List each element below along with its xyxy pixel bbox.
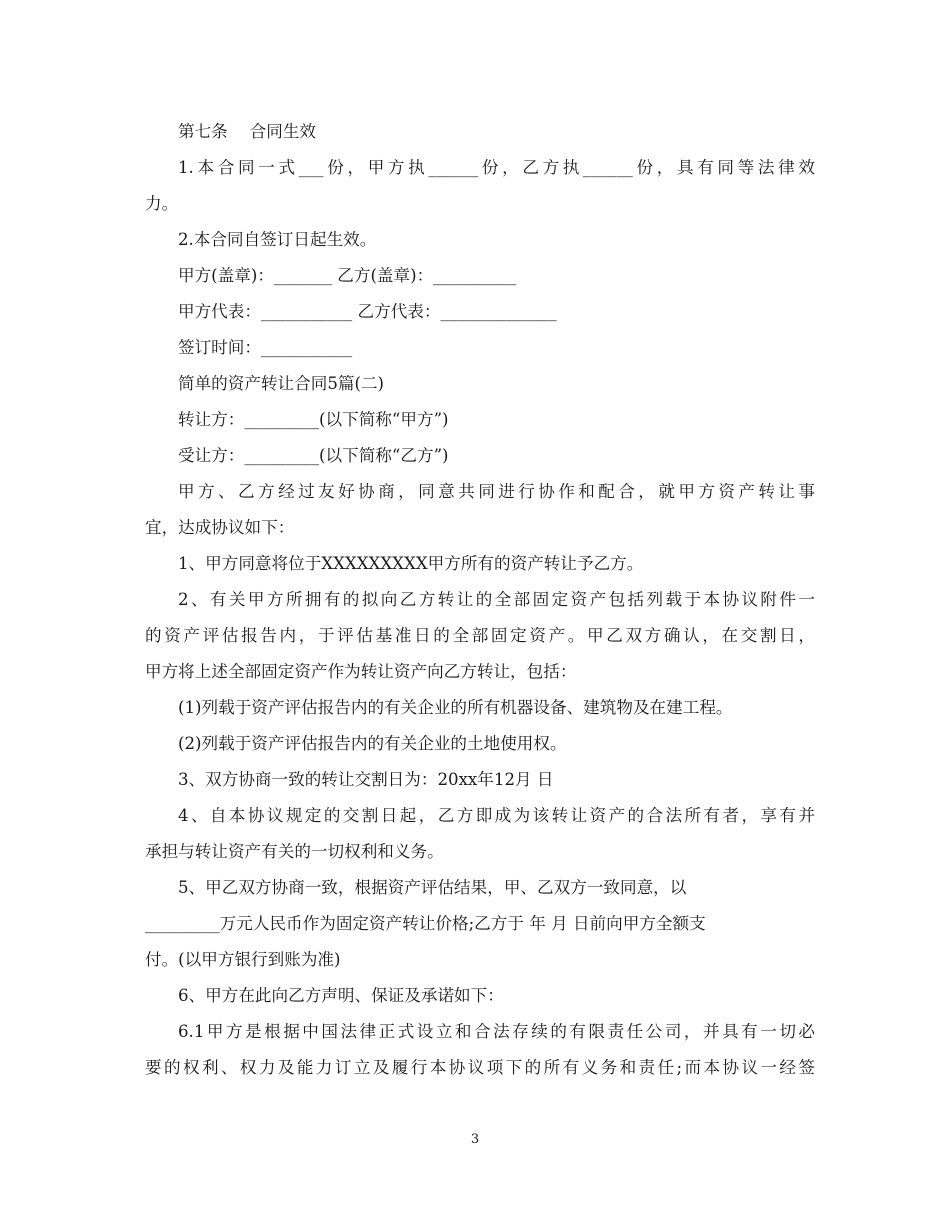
party-line: 转让方：_________(以下简称“甲方”) [178,410,449,429]
clause-line: 4、自本协议规定的交割日起，乙方即成为该转让资产的合法所有者，享有并 [178,806,815,825]
party-line: 受让方：_________(以下简称“乙方”) [178,446,449,465]
signature-line: 签订时间：___________ [178,338,353,357]
paragraph-line: 2.本合同自签订日起生效。 [178,230,377,249]
clause-line: 6、甲方在此向乙方声明、保证及承诺如下： [178,986,504,1005]
clause-line: (2)列载于资产评估报告内的有关企业的土地使用权。 [178,734,567,753]
signature-line: 甲方代表：___________ 乙方代表：______________ [178,302,557,321]
clause-line: (1)列载于资产评估报告内的有关企业的所有机器设备、建筑物及在建工程。 [178,698,733,717]
paragraph-line: 1.本合同一式___份，甲方执______份，乙方执______份，具有同等法律效 [178,158,815,177]
paragraph-line: 宜，达成协议如下： [145,518,295,537]
contract-title: 简单的资产转让合同5篇(二) [178,374,385,393]
clause-line: 甲方将上述全部固定资产作为转让资产向乙方转让，包括： [145,662,577,681]
clause-line: 5、甲乙双方协商一致，根据资产评估结果，甲、乙双方一致同意，以 [178,878,687,897]
clause-line: _________万元人民币作为固定资产转让价格;乙方于 年 月 日前向甲方全额支 [145,914,706,933]
clause-line: 的资产评估报告内，于评估基准日的全部固定资产。甲乙双方确认，在交割日， [145,626,815,645]
document-body [145,114,815,1086]
paragraph-line: 甲方、乙方经过友好协商，同意共同进行协作和配合，就甲方资产转让事 [178,482,815,501]
clause-line: 6.1甲方是根据中国法律正式设立和合法存续的有限责任公司，并具有一切必 [178,1022,815,1041]
clause-line: 1、甲方同意将位于XXXXXXXXX甲方所有的资产转让予乙方。 [178,554,644,573]
page-number: 3 [470,1132,480,1147]
clause-line: 承担与转让资产有关的一切权利和义务。 [145,842,444,861]
section-heading: 第七条 合同生效 [178,122,317,141]
signature-line: 甲方(盖章)：_______ 乙方(盖章)：__________ [178,266,517,285]
clause-line: 3、双方协商一致的转让交割日为：20xx年12月 日 [178,770,554,789]
clause-line: 要的权利、权力及能力订立及履行本协议项下的所有义务和责任;而本协议一经签 [145,1058,815,1077]
clause-line: 2、有关甲方所拥有的拟向乙方转让的全部固定资产包括列载于本协议附件一 [178,590,815,609]
paragraph-line: 力。 [145,194,179,213]
clause-line: 付。(以甲方银行到账为准) [145,950,341,969]
